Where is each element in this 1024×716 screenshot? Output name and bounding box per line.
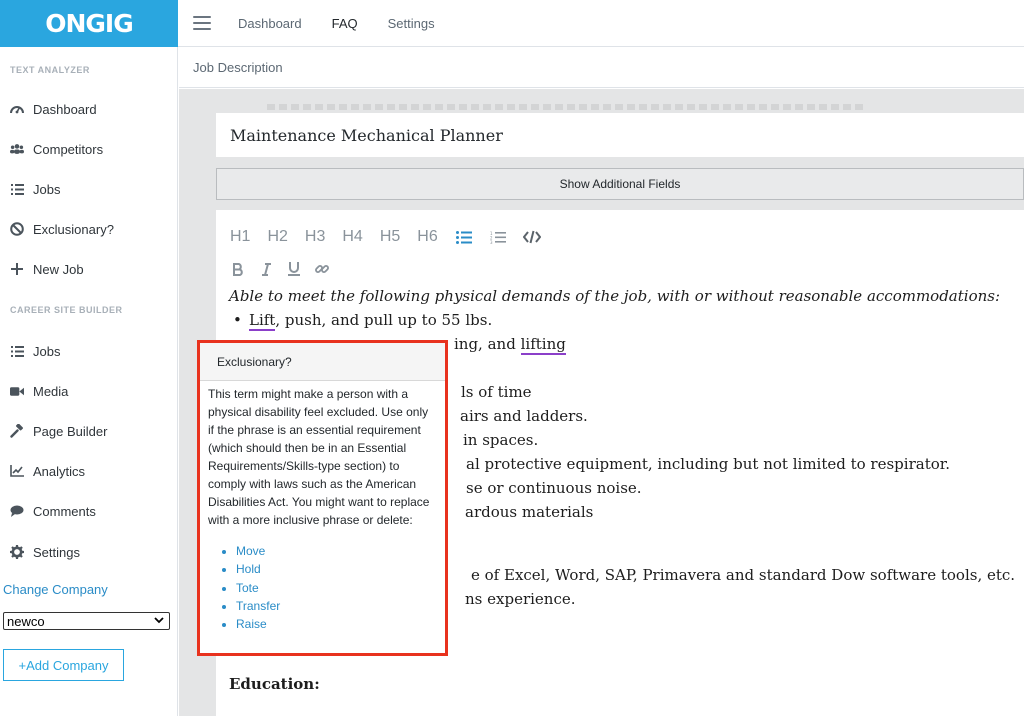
education-heading: Education: bbox=[229, 675, 320, 693]
sidebar-item-label: Exclusionary? bbox=[33, 221, 114, 237]
chevron-down-icon bbox=[154, 615, 164, 628]
top-navbar bbox=[178, 0, 1024, 47]
sidebar-item-career-jobs[interactable] bbox=[10, 341, 60, 361]
list-item: ls of time bbox=[461, 383, 532, 401]
list-item: al protective equipment, including but not limited to respirator. bbox=[466, 455, 951, 473]
link-icon[interactable] bbox=[314, 262, 330, 276]
section-title-career-site-builder: CAREER SITE BUILDER bbox=[10, 305, 123, 315]
h4-button[interactable]: H4 bbox=[342, 228, 363, 245]
sidebar-item-label: Page Builder bbox=[33, 423, 108, 439]
svg-text:2: 2 bbox=[489, 235, 493, 240]
h5-button[interactable]: H5 bbox=[379, 228, 401, 245]
underline-icon[interactable] bbox=[286, 262, 302, 276]
suggestion-transfer[interactable]: • Transfer bbox=[236, 597, 437, 615]
suggestion-move[interactable]: • Move bbox=[236, 542, 437, 560]
section-title-text-analyzer: TEXT ANALYZER bbox=[10, 65, 90, 75]
sidebar-item-label: Jobs bbox=[33, 181, 61, 197]
sidebar-item-label: Jobs bbox=[33, 343, 61, 359]
comment-icon bbox=[10, 504, 24, 518]
list-item: se or continuous noise. bbox=[466, 479, 642, 497]
topnav-faq[interactable]: FAQ bbox=[331, 15, 358, 31]
numbered-list-icon[interactable] bbox=[489, 228, 507, 246]
flagged-term-lift[interactable]: Lift bbox=[249, 311, 276, 329]
svg-text:3: 3 bbox=[489, 239, 493, 244]
breadcrumb-item: Job Description bbox=[193, 60, 283, 75]
job-title-value: Maintenance Mechanical Planner bbox=[230, 125, 503, 145]
add-company-button[interactable]: +Add Company bbox=[3, 649, 124, 681]
list-item bbox=[454, 335, 566, 353]
hammer-icon bbox=[10, 424, 24, 438]
italic-icon[interactable] bbox=[258, 263, 274, 276]
suggestion-raise[interactable]: • Raise bbox=[236, 615, 437, 633]
suggestion-list bbox=[208, 542, 437, 633]
sidebar-item-label: Media bbox=[33, 383, 69, 399]
company-select-value: newco bbox=[7, 613, 45, 629]
ban-icon bbox=[10, 222, 24, 236]
gear-icon bbox=[10, 545, 24, 559]
sidebar-item-media[interactable] bbox=[10, 381, 68, 401]
list-item: e of Excel, Word, SAP, Primavera and standard Dow software tools, etc. bbox=[471, 566, 1016, 584]
line-chart-icon bbox=[10, 464, 24, 478]
sidebar-item-new-job[interactable] bbox=[10, 259, 84, 279]
svg-text:1: 1 bbox=[489, 230, 493, 236]
bold-icon[interactable] bbox=[230, 263, 246, 276]
sidebar-item-page-builder[interactable] bbox=[10, 421, 107, 441]
suggestion-tote[interactable]: • Tote bbox=[236, 579, 437, 597]
sidebar-item-label: Dashboard bbox=[33, 101, 97, 117]
speedometer-icon bbox=[10, 102, 24, 116]
code-icon[interactable] bbox=[523, 228, 541, 246]
breadcrumb bbox=[179, 48, 1024, 88]
list-item: ardous materials bbox=[465, 503, 594, 521]
bullet-list-icon[interactable] bbox=[455, 228, 473, 246]
list-item-text: , push, and pull up to 55 lbs. bbox=[275, 311, 493, 329]
job-title-input[interactable] bbox=[216, 113, 1024, 157]
list-item: in spaces. bbox=[463, 431, 539, 449]
sidebar-item-comments[interactable] bbox=[10, 501, 96, 521]
intro-paragraph: Able to meet the following physical demands of the job, with or without reasonable accommodations: bbox=[229, 287, 1001, 305]
hamburger-menu-icon[interactable] bbox=[193, 12, 211, 34]
h1-button[interactable]: H1 bbox=[230, 228, 251, 245]
faded-text-line bbox=[267, 104, 867, 110]
editor-toolbar bbox=[230, 228, 557, 246]
plus-icon bbox=[10, 262, 24, 276]
popover-body bbox=[200, 381, 445, 633]
h3-button[interactable]: H3 bbox=[304, 228, 326, 245]
change-company-link[interactable]: Change Company bbox=[3, 582, 108, 597]
sidebar-item-competitors[interactable] bbox=[10, 139, 103, 159]
sidebar-item-exclusionary[interactable] bbox=[10, 219, 114, 239]
sidebar-item-label: Analytics bbox=[33, 463, 86, 479]
ongig-logo[interactable]: ONGIG bbox=[0, 0, 178, 47]
suggestion-hold[interactable]: • Hold bbox=[236, 560, 437, 578]
topnav-settings[interactable]: Settings bbox=[387, 15, 435, 31]
sidebar-item-label: Comments bbox=[33, 503, 96, 519]
list-icon bbox=[10, 182, 24, 196]
popover-title: Exclusionary? bbox=[200, 343, 445, 381]
list-item-text: ing, and bbox=[454, 335, 516, 353]
list-icon bbox=[10, 344, 24, 358]
list-item: airs and ladders. bbox=[460, 407, 588, 425]
topnav-dashboard[interactable]: Dashboard bbox=[238, 15, 302, 31]
sidebar-item-analytics[interactable] bbox=[10, 461, 85, 481]
company-select[interactable] bbox=[3, 612, 170, 630]
video-icon bbox=[10, 384, 24, 398]
list-item: • Lift, push, and pull up to 55 lbs. bbox=[233, 311, 493, 329]
sidebar-item-label: Competitors bbox=[33, 141, 104, 157]
sidebar-item-settings[interactable] bbox=[10, 542, 80, 562]
exclusionary-popover bbox=[197, 340, 448, 656]
popover-description: This term might make a person with a physical disability feel excluded. Use only if the phrase is an essential requirement (which should then be in an Essential Requirements/Skills-type section) to comply with laws such as the American Disabilities Act. You might want to replace with a more inclusive phrase or delete: bbox=[208, 387, 430, 527]
users-icon bbox=[10, 142, 24, 156]
list-item: ns experience. bbox=[465, 590, 576, 608]
sidebar-item-jobs[interactable] bbox=[10, 179, 60, 199]
flagged-term-lifting[interactable]: lifting bbox=[520, 335, 566, 353]
sidebar-item-dashboard[interactable] bbox=[10, 99, 97, 119]
format-toolbar bbox=[230, 262, 342, 276]
sidebar-item-label: New Job bbox=[33, 261, 84, 277]
h2-button[interactable]: H2 bbox=[267, 228, 288, 245]
sidebar-item-label: Settings bbox=[33, 544, 80, 560]
h6-button[interactable]: H6 bbox=[417, 228, 438, 245]
show-additional-fields-button[interactable]: Show Additional Fields bbox=[216, 168, 1024, 200]
